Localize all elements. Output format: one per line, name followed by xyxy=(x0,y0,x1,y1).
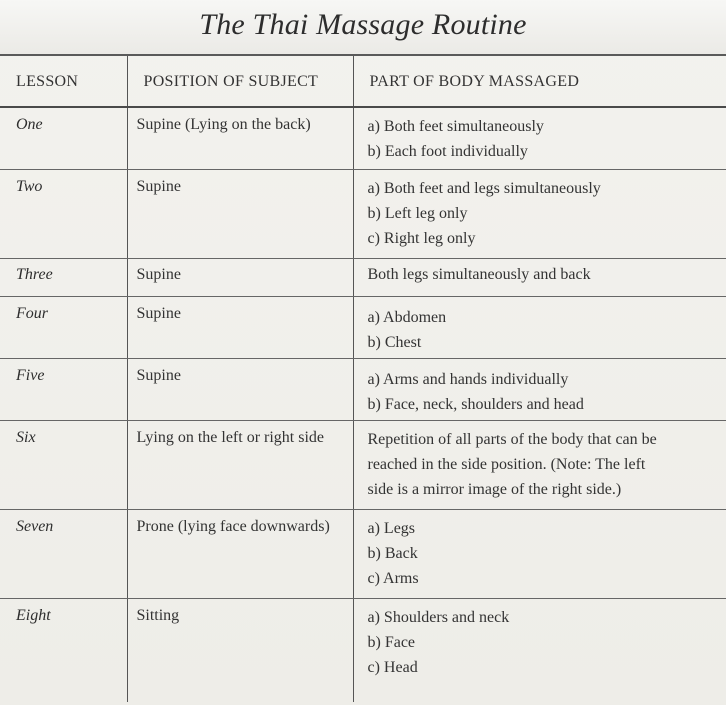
lesson-cell: Six xyxy=(0,420,127,509)
body-part-cell xyxy=(353,509,726,598)
lesson-cell: Seven xyxy=(0,509,127,598)
body-part-cell xyxy=(353,296,726,358)
position-cell: Supine (Lying on the back) xyxy=(127,107,353,169)
body-part-line: Both legs simultaneously and back xyxy=(367,265,591,283)
body-part-line: c) Right leg only xyxy=(367,229,476,247)
table-row xyxy=(0,296,726,358)
body-part-line: a) Both feet and legs simultaneously xyxy=(367,179,601,197)
body-part-cell xyxy=(353,598,726,702)
position-cell: Supine xyxy=(127,358,353,420)
lesson-cell: Five xyxy=(0,358,127,420)
body-part-cell xyxy=(353,107,726,169)
massage-routine-table xyxy=(0,56,726,702)
lesson-cell: Three xyxy=(0,258,127,296)
lesson-cell: Two xyxy=(0,169,127,258)
body-part-cell xyxy=(353,358,726,420)
body-part-line: b) Back xyxy=(367,544,418,562)
body-part-line: a) Abdomen xyxy=(367,308,447,326)
title-band xyxy=(0,0,726,56)
body-part-line: b) Left leg only xyxy=(367,204,468,222)
body-part-line: b) Chest xyxy=(367,333,422,351)
lesson-cell: Eight xyxy=(0,598,127,702)
body-part-cell xyxy=(353,258,726,296)
body-part-line: reached in the side position. (Note: The left xyxy=(367,455,646,473)
body-part-line: side is a mirror image of the right side.) xyxy=(367,480,622,498)
position-cell: Supine xyxy=(127,258,353,296)
body-part-line: c) Arms xyxy=(367,569,419,587)
lesson-cell: One xyxy=(0,107,127,169)
position-cell: Supine xyxy=(127,296,353,358)
position-cell: Prone (lying face downwards) xyxy=(127,509,353,598)
header-lesson: LESSON xyxy=(0,56,127,107)
body-part-line: a) Shoulders and neck xyxy=(367,608,510,626)
body-part-line: Repetition of all parts of the body that can be xyxy=(367,430,657,448)
table-row xyxy=(0,107,726,169)
table-row xyxy=(0,258,726,296)
header-position: POSITION OF SUBJECT xyxy=(127,56,353,107)
table-row xyxy=(0,358,726,420)
body-part-line: c) Head xyxy=(367,658,418,676)
lesson-cell: Four xyxy=(0,296,127,358)
position-cell: Lying on the left or right side xyxy=(127,420,353,509)
table-title: The Thai Massage Routine xyxy=(199,8,527,41)
table-row xyxy=(0,509,726,598)
body-part-line: a) Legs xyxy=(367,519,416,537)
position-cell: Supine xyxy=(127,169,353,258)
body-part-line: b) Face xyxy=(367,633,416,651)
table-row xyxy=(0,598,726,702)
body-part-line: b) Face, neck, shoulders and head xyxy=(367,395,584,413)
table-row xyxy=(0,420,726,509)
header-row xyxy=(0,56,726,107)
header-body-part: PART OF BODY MASSAGED xyxy=(353,56,726,107)
position-cell: Sitting xyxy=(127,598,353,702)
body-part-line: a) Both feet simultaneously xyxy=(367,118,544,135)
table-row xyxy=(0,169,726,258)
body-part-cell xyxy=(353,169,726,258)
body-part-cell xyxy=(353,420,726,509)
body-part-line: a) Arms and hands individually xyxy=(367,370,569,388)
body-part-line: b) Each foot individually xyxy=(367,143,528,160)
